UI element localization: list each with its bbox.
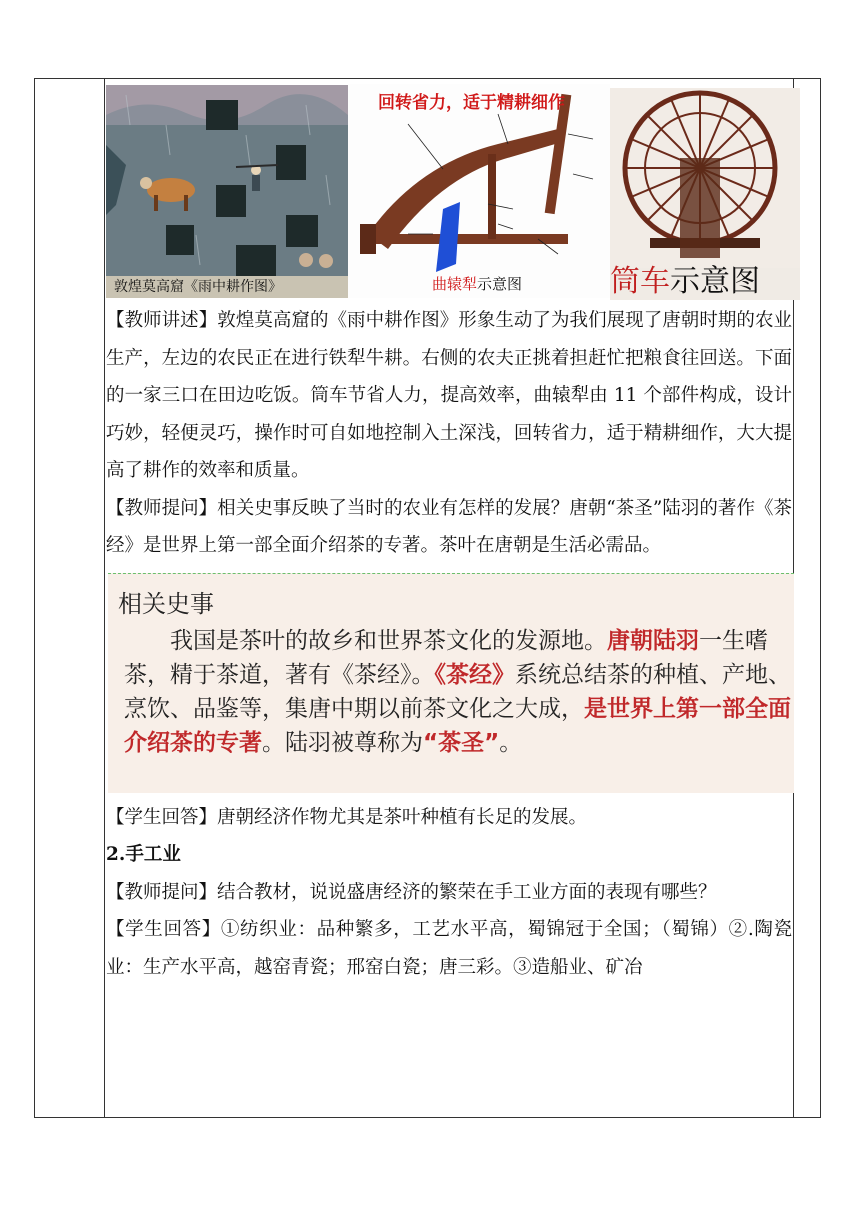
mural-caption: 敦煌莫高窟《雨中耕作图》	[106, 276, 348, 298]
mural-image	[106, 85, 348, 298]
plow-title: 回转省力，适于精耕细作	[378, 93, 565, 113]
history-highlight-3: 是世界上第一部全面介绍茶的专著	[124, 695, 791, 756]
teacher-question-2: 【教师提问】结合教材，说说盛唐经济的繁荣在手工业方面的表现有哪些？	[106, 881, 717, 903]
history-text-2: 一生嗜茶，精于茶道，著有《茶经》。	[124, 627, 768, 688]
lesson-content	[106, 80, 792, 986]
history-text-4: 。陆羽被尊称为	[262, 729, 423, 756]
related-history-heading: 相关史事	[118, 589, 214, 618]
history-highlight-2: 《茶经》	[434, 661, 515, 688]
image-strip	[106, 80, 792, 302]
wheel-caption-rest: 示意图	[670, 264, 760, 299]
plow-drawing	[348, 84, 610, 298]
plow-caption	[432, 273, 522, 294]
plow-caption-red: 曲辕犁	[432, 275, 478, 293]
student-answer-1: 【学生回答】唐朝经济作物尤其是茶叶种植有长足的发展。	[106, 806, 588, 828]
teacher-narration: 【教师讲述】敦煌莫高窟的《雨中耕作图》形象生动了为我们展现了唐朝时期的农业生产，左边的农民正在进行铁犁牛耕。右侧的农夫正挑着担赶忙把粮食往回送。下面的一家三口在田边吃饭。筒车节省人力，提高效率，曲辕犁由 11 个部件构成，设计巧妙，轻便灵巧，操作时可自如地控制入土深浅，回转省力，适于精耕细作，大大提高了耕作的效率和质量。	[106, 310, 792, 481]
history-text-3: 系统总结茶的种植、产地、烹饮、品鉴等，集唐中期以前茶文化之大成，	[124, 661, 791, 722]
related-history-body	[124, 624, 792, 760]
history-highlight-1: 唐朝陆羽	[607, 627, 699, 654]
student-answer-2: 【学生回答】①纺织业：品种繁多，工艺水平高，蜀锦冠于全国；（蜀锦）②.陶瓷业：生产水平高，越窑青瓷；邢窑白瓷；唐三彩。③造船业、矿冶	[106, 919, 792, 978]
plow-diagram	[348, 84, 610, 298]
section-heading-handicraft: 2.手工业	[106, 844, 181, 865]
related-history-box	[108, 573, 794, 793]
table-divider-left	[104, 78, 105, 1118]
history-text-5: 。	[499, 729, 523, 756]
water-wheel-image	[610, 88, 800, 300]
teacher-question-1: 【教师提问】相关史事反映了当时的农业有怎样的发展？唐朝“茶圣”陆羽的著作《茶经》是世界上第一部全面介绍茶的专著。茶叶在唐朝是生活必需品。	[106, 497, 792, 556]
plow-caption-rest: 示意图	[477, 275, 523, 293]
wheel-caption	[610, 264, 760, 300]
history-text-1: 我国是茶叶的故乡和世界茶文化的发源地。	[170, 627, 607, 654]
wheel-caption-red: 筒车	[610, 264, 670, 299]
history-highlight-4: “茶圣”	[423, 729, 500, 756]
mural-painting	[106, 85, 348, 276]
water-wheel-drawing	[610, 88, 800, 268]
